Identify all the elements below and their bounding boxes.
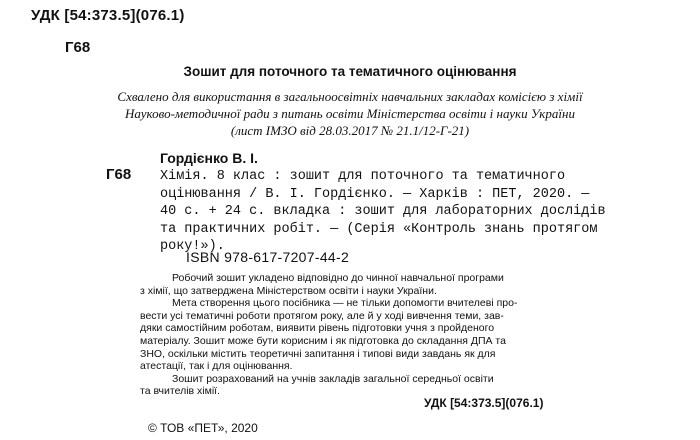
- copyright: © ТОВ «ПЕТ», 2020: [148, 421, 258, 435]
- approval-line-3: (лист ІМЗО від 28.03.2017 № 21.1/12-Г-21): [230, 123, 470, 138]
- bib-line-2: оцінювання / В. І. Гордієнко. — Харків : ПЕТ, 2020. —: [160, 186, 590, 202]
- abstract-line-5: дяки самостійним роботам, виявити рівень підготовки учня з пройденого: [140, 322, 495, 335]
- author-code-mid: Г68: [106, 166, 132, 183]
- author-code-top: Г68: [65, 39, 91, 56]
- author-heading: Гордієнко В. І.: [160, 150, 258, 166]
- bib-line-5: року!»).: [160, 239, 225, 254]
- abstract-line-2: з хімії, що затверджена Міністерством освіти і науки України.: [140, 284, 437, 297]
- abstract-line-3: Мета створення цього посібника — не тільки допомогти вчителеві про-: [172, 297, 518, 310]
- udk-classification-bottom: УДК [54:373.5](076.1): [424, 396, 544, 410]
- abstract-line-6: матеріалу. Зошит може бути корисним і як підготовка до складання ДПА та: [140, 334, 506, 347]
- approval-line-1: Схвалено для використання в загальноосвітніх навчальних закладах комісією з хімії: [117, 89, 583, 104]
- abstract-line-10: та вчителів хімії.: [140, 385, 220, 398]
- abstract-line-8: атестації, так і для оцінювання.: [140, 360, 293, 373]
- abstract-line-1: Робочий зошит укладено відповідно до чинної навчальної програми: [172, 272, 504, 284]
- bib-line-1: Хімія. 8 клас : зошит для поточного та тематичного: [160, 169, 566, 184]
- bib-line-3: 40 с. + 24 с. вкладка : зошит для лабораторних дослідів: [160, 204, 606, 219]
- bibliographic-record: [160, 168, 606, 256]
- isbn: ISBN 978-617-7207-44-2: [186, 249, 350, 265]
- notebook-title: Зошит для поточного та тематичного оцінювання: [183, 64, 517, 79]
- abstract-line-9: Зошит розрахований на учнів закладів загальної середньої освіти: [172, 372, 494, 385]
- abstract: [140, 272, 570, 398]
- bib-line-4: та практичних робіт. — (Серія «Контроль знань протягом: [160, 221, 598, 237]
- udk-classification-top: УДК [54:373.5](076.1): [31, 7, 185, 24]
- approval-line-2: Науково-методичної ради з питань освіти Міністерства освіти і науки України: [125, 106, 575, 121]
- approval-statement: [0, 88, 700, 139]
- abstract-line-4: вести усі тематичні роботи протягом року, але й у ході вивчення теми, зав-: [140, 309, 504, 322]
- abstract-line-7: ЗНО, оскільки містить теоретичні запитання і типові види завдань як для: [140, 347, 496, 360]
